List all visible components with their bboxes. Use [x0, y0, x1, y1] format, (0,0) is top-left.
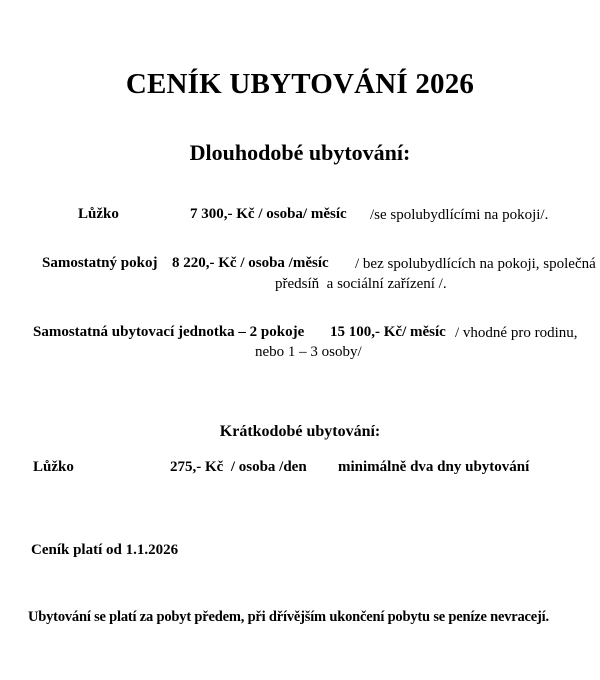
row-note: /se spolubydlícími na pokoji/.	[370, 207, 549, 223]
section-heading-short-term: Krátkodobé ubytování:	[219, 423, 381, 440]
section-heading-long-term: Dlouhodobé ubytování:	[189, 140, 411, 165]
row-price: 8 220,- Kč / osoba /měsíc	[172, 255, 329, 271]
row-note-line2: nebo 1 – 3 osoby/	[255, 344, 362, 360]
row-label: Lůžko	[33, 459, 74, 475]
validity-note: Ceník platí od 1.1.2026	[31, 542, 179, 558]
row-label: Samostatná ubytovací jednotka – 2 pokoje	[33, 324, 305, 340]
payment-terms-note: Ubytování se platí za pobyt předem, při dřívějším ukončení pobytu se peníze nevracejí.	[28, 609, 549, 625]
row-price: 275,- Kč / osoba /den	[170, 459, 307, 475]
row-note-line1: / bez spolubydlících na pokoji, společná	[355, 256, 596, 272]
page-title: CENÍK UBYTOVÁNÍ 2026	[125, 68, 475, 100]
row-price: 15 100,- Kč/ měsíc	[330, 324, 446, 340]
row-label: Lůžko	[78, 206, 119, 222]
row-price: 7 300,- Kč / osoba/ měsíc	[190, 206, 347, 222]
row-note-line2: předsíň a sociální zařízení /.	[275, 276, 447, 292]
row-label: Samostatný pokoj	[42, 255, 158, 271]
row-note: minimálně dva dny ubytování	[338, 459, 530, 475]
row-note-line1: / vhodné pro rodinu,	[455, 325, 578, 341]
